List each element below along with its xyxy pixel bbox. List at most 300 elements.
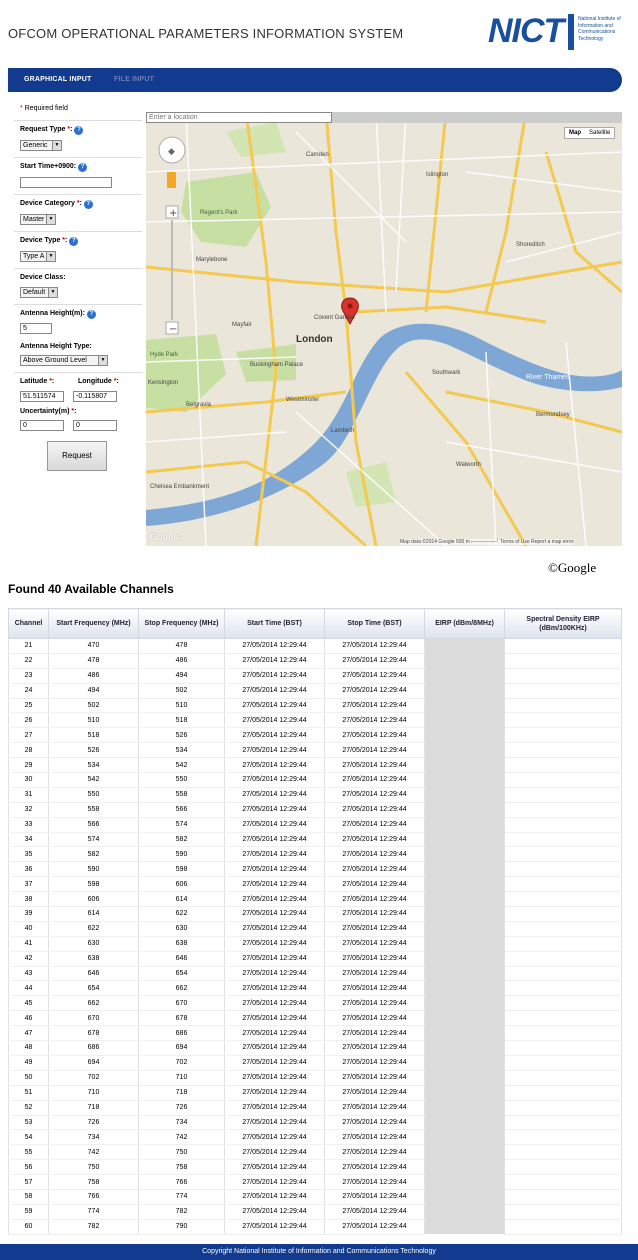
- table-cell: 726: [49, 1115, 139, 1130]
- table-cell: 694: [139, 1041, 225, 1056]
- tab-graphical-input[interactable]: GRAPHICAL INPUT: [24, 76, 92, 83]
- table-cell: 606: [49, 892, 139, 907]
- table-cell: 27/05/2014 12:29:44: [225, 832, 325, 847]
- table-cell: 558: [49, 802, 139, 817]
- table-cell: 694: [49, 1055, 139, 1070]
- zoom-slider: [171, 220, 173, 320]
- table-cell: 27/05/2014 12:29:44: [325, 1130, 425, 1145]
- map-label: Bermondsey: [536, 412, 570, 418]
- table-cell: 638: [139, 936, 225, 951]
- table-cell: 678: [49, 1026, 139, 1041]
- table-cell: 574: [49, 832, 139, 847]
- table-cell: 27/05/2014 12:29:44: [225, 1055, 325, 1070]
- map-search-input[interactable]: Enter a location: [146, 112, 332, 123]
- table-cell: 734: [139, 1115, 225, 1130]
- table-cell: 742: [49, 1145, 139, 1160]
- table-cell: 590: [49, 862, 139, 877]
- table-cell: 654: [139, 966, 225, 981]
- table-cell: 27/05/2014 12:29:44: [325, 728, 425, 743]
- table-cell: 50: [9, 1070, 49, 1085]
- table-cell: 23: [9, 668, 49, 683]
- table-cell: 27/05/2014 12:29:44: [325, 713, 425, 728]
- table-cell: 27/05/2014 12:29:44: [325, 966, 425, 981]
- map-type-map[interactable]: Map: [569, 130, 581, 136]
- spectral-density-cell: [505, 1070, 622, 1085]
- spectral-density-cell: [505, 787, 622, 802]
- table-cell: 614: [139, 892, 225, 907]
- table-cell: 40: [9, 921, 49, 936]
- spectral-density-cell: [505, 966, 622, 981]
- table-cell: 29: [9, 758, 49, 773]
- table-cell: 27/05/2014 12:29:44: [225, 1100, 325, 1115]
- map-label: Mayfair: [232, 322, 252, 328]
- table-cell: 53: [9, 1115, 49, 1130]
- table-cell: 33: [9, 817, 49, 832]
- map-label: Camden: [306, 152, 329, 158]
- table-cell: 27/05/2014 12:29:44: [225, 1085, 325, 1100]
- eirp-cell: [425, 1100, 505, 1115]
- table-cell: 27/05/2014 12:29:44: [225, 802, 325, 817]
- map-attribution[interactable]: Map data ©2014 Google 500 m ⌐──────┘ Terms of Use Report a map error: [400, 539, 574, 545]
- column-header: Stop Time (BST): [325, 609, 425, 639]
- table-cell: 558: [139, 787, 225, 802]
- table-cell: 27/05/2014 12:29:44: [225, 743, 325, 758]
- eirp-cell: [425, 832, 505, 847]
- table-row: [9, 639, 622, 654]
- table-cell: 27/05/2014 12:29:44: [325, 862, 425, 877]
- table-row: [9, 1011, 622, 1026]
- table-cell: 27/05/2014 12:29:44: [225, 713, 325, 728]
- help-icon[interactable]: ?: [74, 126, 83, 135]
- table-cell: 766: [49, 1189, 139, 1204]
- map-label: Walworth: [456, 462, 481, 468]
- help-icon[interactable]: ?: [78, 163, 87, 172]
- table-cell: 27/05/2014 12:29:44: [225, 877, 325, 892]
- table-cell: 31: [9, 787, 49, 802]
- map-label: Marylebone: [196, 257, 228, 263]
- eirp-cell: [425, 802, 505, 817]
- nict-logo: [488, 10, 628, 54]
- eirp-cell: [425, 743, 505, 758]
- table-cell: 750: [49, 1160, 139, 1175]
- table-row: [9, 847, 622, 862]
- help-icon[interactable]: ?: [84, 200, 93, 209]
- table-cell: 27/05/2014 12:29:44: [225, 966, 325, 981]
- table-cell: 27/05/2014 12:29:44: [325, 802, 425, 817]
- map-type-control[interactable]: [564, 127, 615, 139]
- table-cell: 52: [9, 1100, 49, 1115]
- latitude-input[interactable]: 51.511574: [20, 391, 64, 402]
- table-cell: 726: [139, 1100, 225, 1115]
- longitude-input[interactable]: -0.115807: [73, 391, 117, 402]
- uncertainty-label: Uncertainty(m) *:: [20, 408, 77, 415]
- tab-file-input[interactable]: FILE INPUT: [114, 76, 155, 83]
- table-cell: 27/05/2014 12:29:44: [325, 1219, 425, 1234]
- chevron-down-icon: ▼: [48, 288, 57, 297]
- street-view-pegman: [167, 172, 176, 188]
- eirp-cell: [425, 966, 505, 981]
- spectral-density-cell: [505, 653, 622, 668]
- table-row: [9, 1189, 622, 1204]
- table-cell: 27/05/2014 12:29:44: [325, 1055, 425, 1070]
- table-cell: 27/05/2014 12:29:44: [325, 1041, 425, 1056]
- table-row: [9, 1026, 622, 1041]
- table-cell: 27/05/2014 12:29:44: [225, 653, 325, 668]
- table-cell: 27/05/2014 12:29:44: [225, 639, 325, 654]
- table-cell: 27/05/2014 12:29:44: [325, 847, 425, 862]
- table-cell: 766: [139, 1175, 225, 1190]
- table-cell: 526: [139, 728, 225, 743]
- chevron-down-icon: ▼: [98, 356, 107, 365]
- table-cell: 22: [9, 653, 49, 668]
- table-cell: 39: [9, 907, 49, 922]
- antenna-height-type-select[interactable]: Above Ground Level ▼: [20, 355, 108, 366]
- eirp-cell: [425, 921, 505, 936]
- table-cell: 27/05/2014 12:29:44: [225, 1041, 325, 1056]
- table-cell: 27/05/2014 12:29:44: [325, 653, 425, 668]
- map-label: Kensington: [148, 380, 179, 386]
- table-cell: 27/05/2014 12:29:44: [225, 773, 325, 788]
- map-label: Regent's Park: [200, 210, 238, 216]
- table-row: [9, 996, 622, 1011]
- table-row: [9, 698, 622, 713]
- help-icon[interactable]: ?: [87, 310, 96, 319]
- table-cell: 534: [49, 758, 139, 773]
- spectral-density-cell: [505, 936, 622, 951]
- spectral-density-cell: [505, 1055, 622, 1070]
- map-label: Covent Garden: [314, 315, 355, 321]
- table-cell: 718: [49, 1100, 139, 1115]
- spectral-density-cell: [505, 996, 622, 1011]
- eirp-cell: [425, 1175, 505, 1190]
- map-label: Westminster: [286, 397, 320, 403]
- table-cell: 27/05/2014 12:29:44: [225, 862, 325, 877]
- antenna-height-input[interactable]: 5: [20, 323, 52, 334]
- table-cell: 510: [49, 713, 139, 728]
- table-cell: 614: [49, 907, 139, 922]
- page-title: OFCOM OPERATIONAL PARAMETERS INFORMATION SYSTEM: [8, 26, 404, 41]
- table-cell: 526: [49, 743, 139, 758]
- table-cell: 27/05/2014 12:29:44: [225, 1011, 325, 1026]
- table-row: [9, 683, 622, 698]
- table-row: [9, 1175, 622, 1190]
- spectral-density-cell: [505, 758, 622, 773]
- eirp-cell: [425, 1041, 505, 1056]
- table-cell: 27/05/2014 12:29:44: [325, 892, 425, 907]
- table-cell: 47: [9, 1026, 49, 1041]
- table-cell: 630: [49, 936, 139, 951]
- table-cell: 27/05/2014 12:29:44: [225, 907, 325, 922]
- table-row: [9, 1145, 622, 1160]
- table-cell: 27/05/2014 12:29:44: [325, 787, 425, 802]
- eirp-cell: [425, 1115, 505, 1130]
- table-cell: 574: [139, 817, 225, 832]
- table-row: [9, 668, 622, 683]
- table-row: [9, 1085, 622, 1100]
- spectral-density-cell: [505, 1085, 622, 1100]
- table-cell: 702: [139, 1055, 225, 1070]
- nav-bar: [8, 68, 622, 92]
- eirp-cell: [425, 639, 505, 654]
- table-cell: 27/05/2014 12:29:44: [325, 817, 425, 832]
- table-row: [9, 907, 622, 922]
- table-cell: 654: [49, 981, 139, 996]
- column-header: Spectral Density EIRP (dBm/100KHz): [505, 609, 622, 639]
- spectral-density-cell: [505, 1026, 622, 1041]
- table-cell: 678: [139, 1011, 225, 1026]
- spectral-density-cell: [505, 743, 622, 758]
- table-cell: 758: [49, 1175, 139, 1190]
- table-cell: 686: [49, 1041, 139, 1056]
- table-cell: 46: [9, 1011, 49, 1026]
- column-header: Start Time (BST): [225, 609, 325, 639]
- eirp-cell: [425, 951, 505, 966]
- table-row: [9, 1100, 622, 1115]
- svg-text:−: −: [169, 324, 178, 335]
- spectral-density-cell: [505, 1011, 622, 1026]
- eirp-cell: [425, 653, 505, 668]
- table-cell: 486: [49, 668, 139, 683]
- spectral-density-cell: [505, 698, 622, 713]
- table-cell: 27/05/2014 12:29:44: [225, 981, 325, 996]
- table-row: [9, 713, 622, 728]
- spectral-density-cell: [505, 713, 622, 728]
- antenna-height-type-label: Antenna Height Type:: [20, 343, 92, 350]
- table-cell: 486: [139, 653, 225, 668]
- table-cell: 27/05/2014 12:29:44: [225, 1145, 325, 1160]
- table-cell: 758: [139, 1160, 225, 1175]
- spectral-density-cell: [505, 817, 622, 832]
- table-cell: 35: [9, 847, 49, 862]
- table-cell: 606: [139, 877, 225, 892]
- table-cell: 59: [9, 1204, 49, 1219]
- table-cell: 502: [139, 683, 225, 698]
- table-cell: 790: [139, 1219, 225, 1234]
- table-cell: 27/05/2014 12:29:44: [225, 936, 325, 951]
- table-cell: 45: [9, 996, 49, 1011]
- eirp-cell: [425, 1145, 505, 1160]
- table-cell: 38: [9, 892, 49, 907]
- uncertainty-lat-input[interactable]: 0: [20, 420, 64, 431]
- footer: Copyright National Institute of Information and Communications Technology: [0, 1244, 638, 1260]
- table-cell: 582: [139, 832, 225, 847]
- table-cell: 27/05/2014 12:29:44: [325, 758, 425, 773]
- table-cell: 54: [9, 1130, 49, 1145]
- table-row: [9, 817, 622, 832]
- table-row: [9, 1130, 622, 1145]
- table-cell: 662: [49, 996, 139, 1011]
- spectral-density-cell: [505, 1115, 622, 1130]
- table-cell: 27/05/2014 12:29:44: [325, 639, 425, 654]
- table-cell: 27/05/2014 12:29:44: [325, 1100, 425, 1115]
- table-cell: 478: [139, 639, 225, 654]
- table-cell: 27/05/2014 12:29:44: [225, 1130, 325, 1145]
- uncertainty-lon-input[interactable]: 0: [73, 420, 117, 431]
- table-cell: 27/05/2014 12:29:44: [325, 1085, 425, 1100]
- table-cell: 710: [49, 1085, 139, 1100]
- eirp-cell: [425, 1219, 505, 1234]
- table-row: [9, 1160, 622, 1175]
- table-cell: 27/05/2014 12:29:44: [325, 683, 425, 698]
- table-row: [9, 1055, 622, 1070]
- request-button[interactable]: Request: [47, 441, 107, 471]
- spectral-density-cell: [505, 951, 622, 966]
- table-cell: 27/05/2014 12:29:44: [225, 787, 325, 802]
- start-time-input[interactable]: [20, 177, 112, 188]
- table-cell: 60: [9, 1219, 49, 1234]
- spectral-density-cell: [505, 921, 622, 936]
- chevron-down-icon: ▼: [46, 252, 55, 261]
- table-cell: 27/05/2014 12:29:44: [325, 773, 425, 788]
- table-cell: 27/05/2014 12:29:44: [325, 1026, 425, 1041]
- table-cell: 37: [9, 877, 49, 892]
- table-cell: 27/05/2014 12:29:44: [225, 996, 325, 1011]
- table-cell: 42: [9, 951, 49, 966]
- google-logo: Google: [150, 532, 181, 542]
- table-cell: 638: [49, 951, 139, 966]
- table-cell: 670: [139, 996, 225, 1011]
- channels-table: [8, 608, 622, 1235]
- chevron-down-icon: ▼: [52, 141, 61, 150]
- table-cell: 686: [139, 1026, 225, 1041]
- spectral-density-cell: [505, 1204, 622, 1219]
- table-cell: 43: [9, 966, 49, 981]
- table-cell: 34: [9, 832, 49, 847]
- table-cell: 518: [139, 713, 225, 728]
- table-cell: 57: [9, 1175, 49, 1190]
- table-cell: 27/05/2014 12:29:44: [225, 1175, 325, 1190]
- table-cell: 27/05/2014 12:29:44: [325, 1204, 425, 1219]
- eirp-cell: [425, 787, 505, 802]
- table-cell: 630: [139, 921, 225, 936]
- map-label: Hyde Park: [150, 352, 179, 358]
- eirp-cell: [425, 728, 505, 743]
- table-row: [9, 951, 622, 966]
- spectral-density-cell: [505, 683, 622, 698]
- eirp-cell: [425, 847, 505, 862]
- table-cell: 27/05/2014 12:29:44: [325, 996, 425, 1011]
- table-cell: 41: [9, 936, 49, 951]
- map-label: Southwark: [432, 370, 461, 376]
- help-icon[interactable]: ?: [69, 237, 78, 246]
- eirp-cell: [425, 981, 505, 996]
- device-category-select[interactable]: Master ▼: [20, 214, 56, 225]
- table-cell: 646: [49, 966, 139, 981]
- spectral-density-cell: [505, 668, 622, 683]
- eirp-cell: [425, 1026, 505, 1041]
- table-row: [9, 877, 622, 892]
- latitude-label: Latitude *:: [20, 378, 55, 385]
- table-cell: 27/05/2014 12:29:44: [325, 1115, 425, 1130]
- spectral-density-cell: [505, 1189, 622, 1204]
- table-row: [9, 966, 622, 981]
- map-label: Buckingham Palace: [250, 362, 304, 368]
- table-cell: 27/05/2014 12:29:44: [325, 1145, 425, 1160]
- table-cell: 622: [139, 907, 225, 922]
- device-type-label: Device Type *: ?: [20, 237, 78, 246]
- device-class-select[interactable]: Default ▼: [20, 287, 58, 298]
- table-cell: 27/05/2014 12:29:44: [225, 921, 325, 936]
- eirp-cell: [425, 817, 505, 832]
- spectral-density-cell: [505, 1041, 622, 1056]
- request-type-label: Request Type *: ?: [20, 126, 83, 135]
- table-cell: 32: [9, 802, 49, 817]
- table-cell: 782: [49, 1219, 139, 1234]
- request-type-select[interactable]: Generic ▼: [20, 140, 62, 151]
- table-cell: 590: [139, 847, 225, 862]
- device-type-select[interactable]: Type A ▼: [20, 251, 56, 262]
- eirp-cell: [425, 773, 505, 788]
- table-cell: 566: [49, 817, 139, 832]
- table-cell: 502: [49, 698, 139, 713]
- column-header: EIRP (dBm/8MHz): [425, 609, 505, 639]
- table-cell: 58: [9, 1189, 49, 1204]
- table-cell: 27/05/2014 12:29:44: [225, 758, 325, 773]
- table-cell: 36: [9, 862, 49, 877]
- table-cell: 542: [49, 773, 139, 788]
- spectral-density-cell: [505, 892, 622, 907]
- table-cell: 24: [9, 683, 49, 698]
- table-cell: 550: [139, 773, 225, 788]
- antenna-height-label: Antenna Height(m): ?: [20, 310, 96, 319]
- table-row: [9, 1070, 622, 1085]
- table-cell: 510: [139, 698, 225, 713]
- spectral-density-cell: [505, 907, 622, 922]
- eirp-cell: [425, 1011, 505, 1026]
- table-cell: 51: [9, 1085, 49, 1100]
- table-row: [9, 921, 622, 936]
- table-cell: 782: [139, 1204, 225, 1219]
- table-cell: 550: [49, 787, 139, 802]
- table-cell: 27/05/2014 12:29:44: [225, 847, 325, 862]
- table-cell: 27/05/2014 12:29:44: [325, 1189, 425, 1204]
- table-row: [9, 758, 622, 773]
- eirp-cell: [425, 907, 505, 922]
- map-label: Chelsea Embankment: [150, 484, 210, 490]
- required-note: * Required field: [20, 105, 68, 112]
- spectral-density-cell: [505, 1130, 622, 1145]
- table-cell: 27/05/2014 12:29:44: [325, 921, 425, 936]
- table-row: [9, 1204, 622, 1219]
- table-cell: 27/05/2014 12:29:44: [325, 936, 425, 951]
- map-view[interactable]: [146, 112, 622, 546]
- device-category-label: Device Category *: ?: [20, 200, 93, 209]
- spectral-density-cell: [505, 1145, 622, 1160]
- column-header: Start Frequency (MHz): [49, 609, 139, 639]
- table-row: [9, 653, 622, 668]
- map-canvas[interactable]: [146, 112, 622, 546]
- table-cell: 710: [139, 1070, 225, 1085]
- table-cell: 28: [9, 743, 49, 758]
- table-cell: 27/05/2014 12:29:44: [225, 698, 325, 713]
- map-label: Belgravia: [186, 402, 212, 408]
- table-row: [9, 1041, 622, 1056]
- table-row: [9, 743, 622, 758]
- table-cell: 27/05/2014 12:29:44: [225, 892, 325, 907]
- table-cell: 582: [49, 847, 139, 862]
- spectral-density-cell: [505, 773, 622, 788]
- table-cell: 30: [9, 773, 49, 788]
- table-cell: 662: [139, 981, 225, 996]
- table-cell: 27/05/2014 12:29:44: [325, 981, 425, 996]
- table-cell: 494: [139, 668, 225, 683]
- map-city-label: London: [296, 334, 333, 345]
- svg-text:◆: ◆: [168, 147, 175, 157]
- map-type-satellite[interactable]: Satellite: [589, 130, 611, 136]
- table-row: [9, 1115, 622, 1130]
- table-cell: 622: [49, 921, 139, 936]
- eirp-cell: [425, 698, 505, 713]
